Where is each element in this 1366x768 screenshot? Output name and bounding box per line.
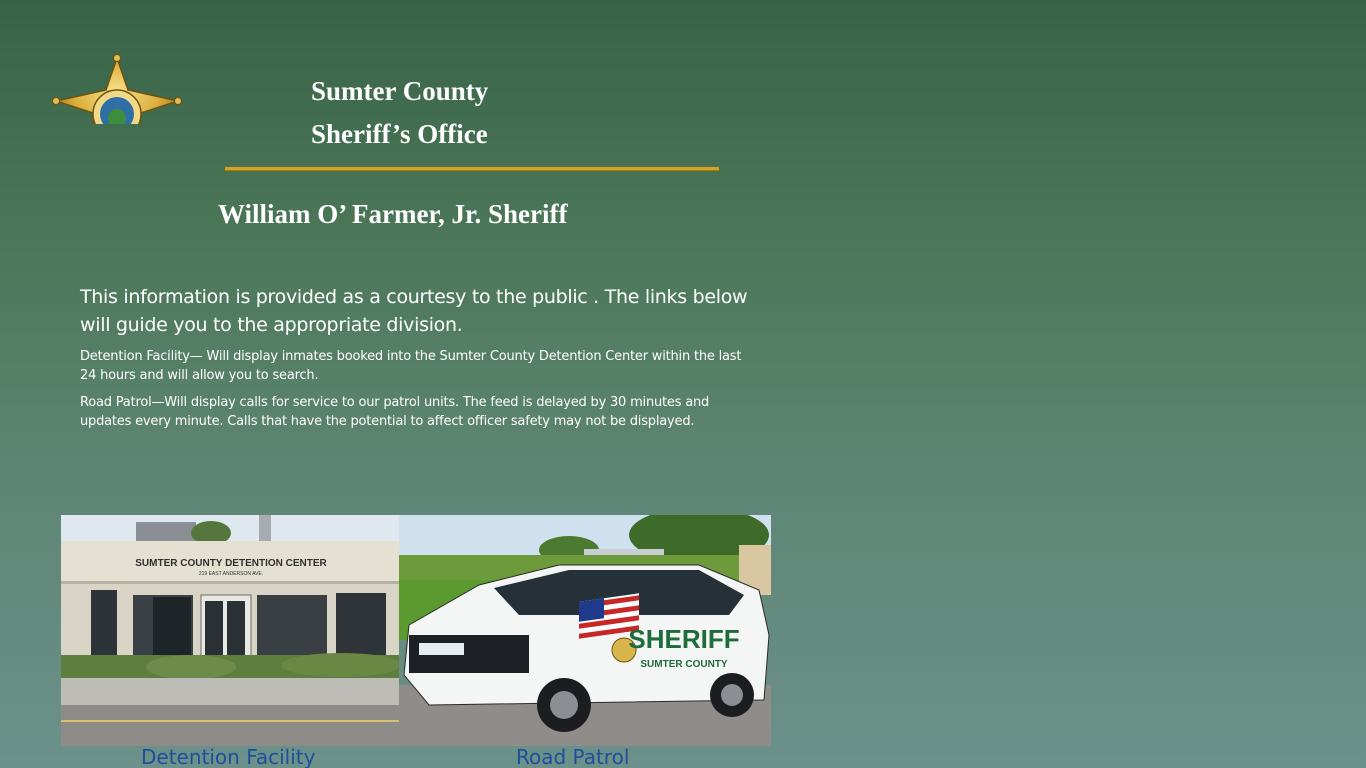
intro-text: This information is provided as a courtesy to the public . The links below will guide you to the appropriate division.: [80, 286, 748, 336]
agency-title-line1: Sumter County: [311, 76, 489, 106]
detention-facility-link[interactable]: Detention Facility: [141, 745, 316, 768]
agency-title: [311, 70, 488, 156]
vehicle-county-text: SUMTER COUNTY: [640, 659, 728, 670]
sheriff-name-heading: William O’ Farmer, Jr. Sheriff: [218, 199, 568, 229]
sheriff-star-badge-icon: [52, 54, 182, 124]
vehicle-sheriff-text: SHERIFF: [628, 624, 740, 654]
detention-sign-text: SUMTER COUNTY DETENTION CENTER: [135, 558, 327, 569]
gold-divider: [225, 167, 719, 171]
sheriff-badge-logo: [52, 54, 182, 124]
detention-description: Detention Facility— Will display inmates booked into the Sumter County Detention Center within the last 24 hours and will allow you to search.: [80, 349, 742, 383]
agency-title-line2: Sheriff’s Office: [311, 119, 488, 149]
road-patrol-link[interactable]: Road Patrol: [516, 745, 630, 768]
road-patrol-photo[interactable]: [399, 515, 771, 746]
detention-facility-photo[interactable]: [61, 515, 399, 746]
patrol-description: Road Patrol—Will display calls for service to our patrol units. The feed is delayed by 30 minutes and updates every minute. Calls that have the potential to affect officer safety may not be displayed.: [80, 395, 710, 429]
detention-address-text: 219 EAST ANDERSON AVE.: [198, 571, 264, 577]
